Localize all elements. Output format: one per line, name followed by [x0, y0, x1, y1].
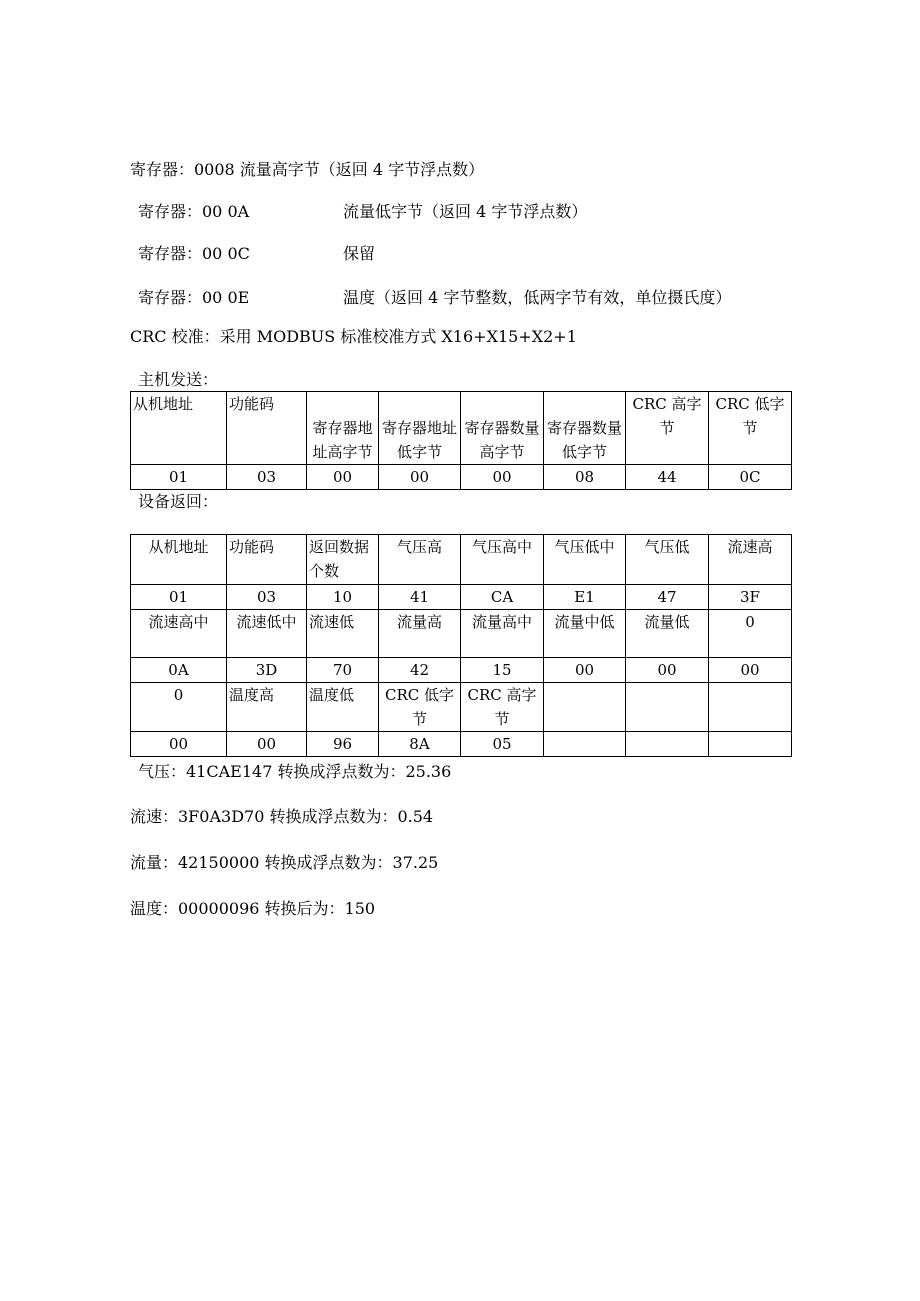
device-return-row3-labels	[131, 683, 792, 732]
label-cell: 气压低	[626, 535, 709, 585]
host-send-header-row	[131, 392, 792, 465]
header-cell: 寄存器数量低字节	[544, 392, 626, 465]
flow-conversion: 流量：42150000 转换成浮点数为：37.25	[130, 853, 439, 872]
label-cell: 返回数据个数	[307, 535, 379, 585]
empty-cell	[626, 732, 709, 757]
label-cell: 0	[709, 610, 792, 658]
host-send-table	[130, 391, 792, 490]
value-cell: 3D	[227, 658, 307, 683]
temperature-conversion: 温度：00000096 转换后为：150	[130, 899, 376, 918]
crc-calibration-line: CRC 校准：采用 MODBUS 标准校准方式 X16+X15+X2+1	[130, 327, 577, 346]
value-cell: 01	[131, 465, 227, 490]
value-cell: 00	[461, 465, 544, 490]
empty-cell	[544, 683, 626, 732]
value-cell: E1	[544, 585, 626, 610]
value-cell: 8A	[379, 732, 461, 757]
label-cell: 流量中低	[544, 610, 626, 658]
value-cell: 00	[709, 658, 792, 683]
label-cell: 温度高	[227, 683, 307, 732]
device-return-caption: 设备返回：	[138, 492, 219, 511]
label-cell: 流速低	[307, 610, 379, 658]
device-return-row2-values	[131, 658, 792, 683]
pressure-conversion: 气压：41CAE147 转换成浮点数为：25.36	[138, 762, 452, 781]
register-000a-name: 寄存器：00 0A	[138, 202, 250, 221]
value-cell: 10	[307, 585, 379, 610]
label-cell: 气压低中	[544, 535, 626, 585]
label-cell: 0	[131, 683, 227, 732]
header-cell: 寄存器地址低字节	[379, 392, 461, 465]
value-cell: 00	[626, 658, 709, 683]
header-cell: 从机地址	[131, 392, 227, 465]
label-cell: CRC 高字节	[461, 683, 544, 732]
value-cell: CA	[461, 585, 544, 610]
label-cell: 流速高	[709, 535, 792, 585]
header-cell: CRC 高字节	[626, 392, 709, 465]
device-return-row1-values	[131, 585, 792, 610]
register-000e-name: 寄存器：00 0E	[138, 288, 250, 307]
label-cell: 功能码	[227, 535, 307, 585]
value-cell: 41	[379, 585, 461, 610]
value-cell: 00	[131, 732, 227, 757]
value-cell: 00	[307, 465, 379, 490]
host-send-caption: 主机发送：	[138, 370, 219, 389]
value-cell: 96	[307, 732, 379, 757]
register-000c-desc: 保留	[343, 244, 376, 263]
register-000e-desc: 温度（返回 4 字节整数，低两字节有效，单位摄氏度）	[343, 288, 732, 307]
value-cell: 47	[626, 585, 709, 610]
empty-cell	[709, 732, 792, 757]
label-cell: 从机地址	[131, 535, 227, 585]
value-cell: 70	[307, 658, 379, 683]
label-cell: 流速低中	[227, 610, 307, 658]
velocity-conversion: 流速：3F0A3D70 转换成浮点数为：0.54	[130, 807, 434, 826]
value-cell: 42	[379, 658, 461, 683]
empty-cell	[544, 732, 626, 757]
device-return-row3-values	[131, 732, 792, 757]
label-cell: 流量低	[626, 610, 709, 658]
empty-cell	[626, 683, 709, 732]
value-cell: 03	[227, 585, 307, 610]
value-cell: 3F	[709, 585, 792, 610]
register-0008-line: 寄存器：0008 流量高字节（返回 4 字节浮点数）	[130, 160, 485, 179]
label-cell: 流量高	[379, 610, 461, 658]
register-000c-name: 寄存器：00 0C	[138, 244, 250, 263]
label-cell: 流速高中	[131, 610, 227, 658]
label-cell: 流量高中	[461, 610, 544, 658]
value-cell: 00	[544, 658, 626, 683]
host-send-value-row	[131, 465, 792, 490]
value-cell: 03	[227, 465, 307, 490]
value-cell: 44	[626, 465, 709, 490]
register-000a-desc: 流量低字节（返回 4 字节浮点数）	[343, 202, 588, 221]
label-cell: CRC 低字节	[379, 683, 461, 732]
value-cell: 05	[461, 732, 544, 757]
value-cell: 00	[379, 465, 461, 490]
value-cell: 01	[131, 585, 227, 610]
device-return-table	[130, 534, 792, 757]
header-cell: CRC 低字节	[709, 392, 792, 465]
label-cell: 气压高中	[461, 535, 544, 585]
value-cell: 0A	[131, 658, 227, 683]
value-cell: 0C	[709, 465, 792, 490]
device-return-row1-labels	[131, 535, 792, 585]
label-cell: 气压高	[379, 535, 461, 585]
header-cell: 寄存器数量高字节	[461, 392, 544, 465]
header-cell: 寄存器地址高字节	[307, 392, 379, 465]
device-return-row2-labels	[131, 610, 792, 658]
value-cell: 00	[227, 732, 307, 757]
value-cell: 08	[544, 465, 626, 490]
value-cell: 15	[461, 658, 544, 683]
label-cell: 温度低	[307, 683, 379, 732]
header-cell: 功能码	[227, 392, 307, 465]
empty-cell	[709, 683, 792, 732]
